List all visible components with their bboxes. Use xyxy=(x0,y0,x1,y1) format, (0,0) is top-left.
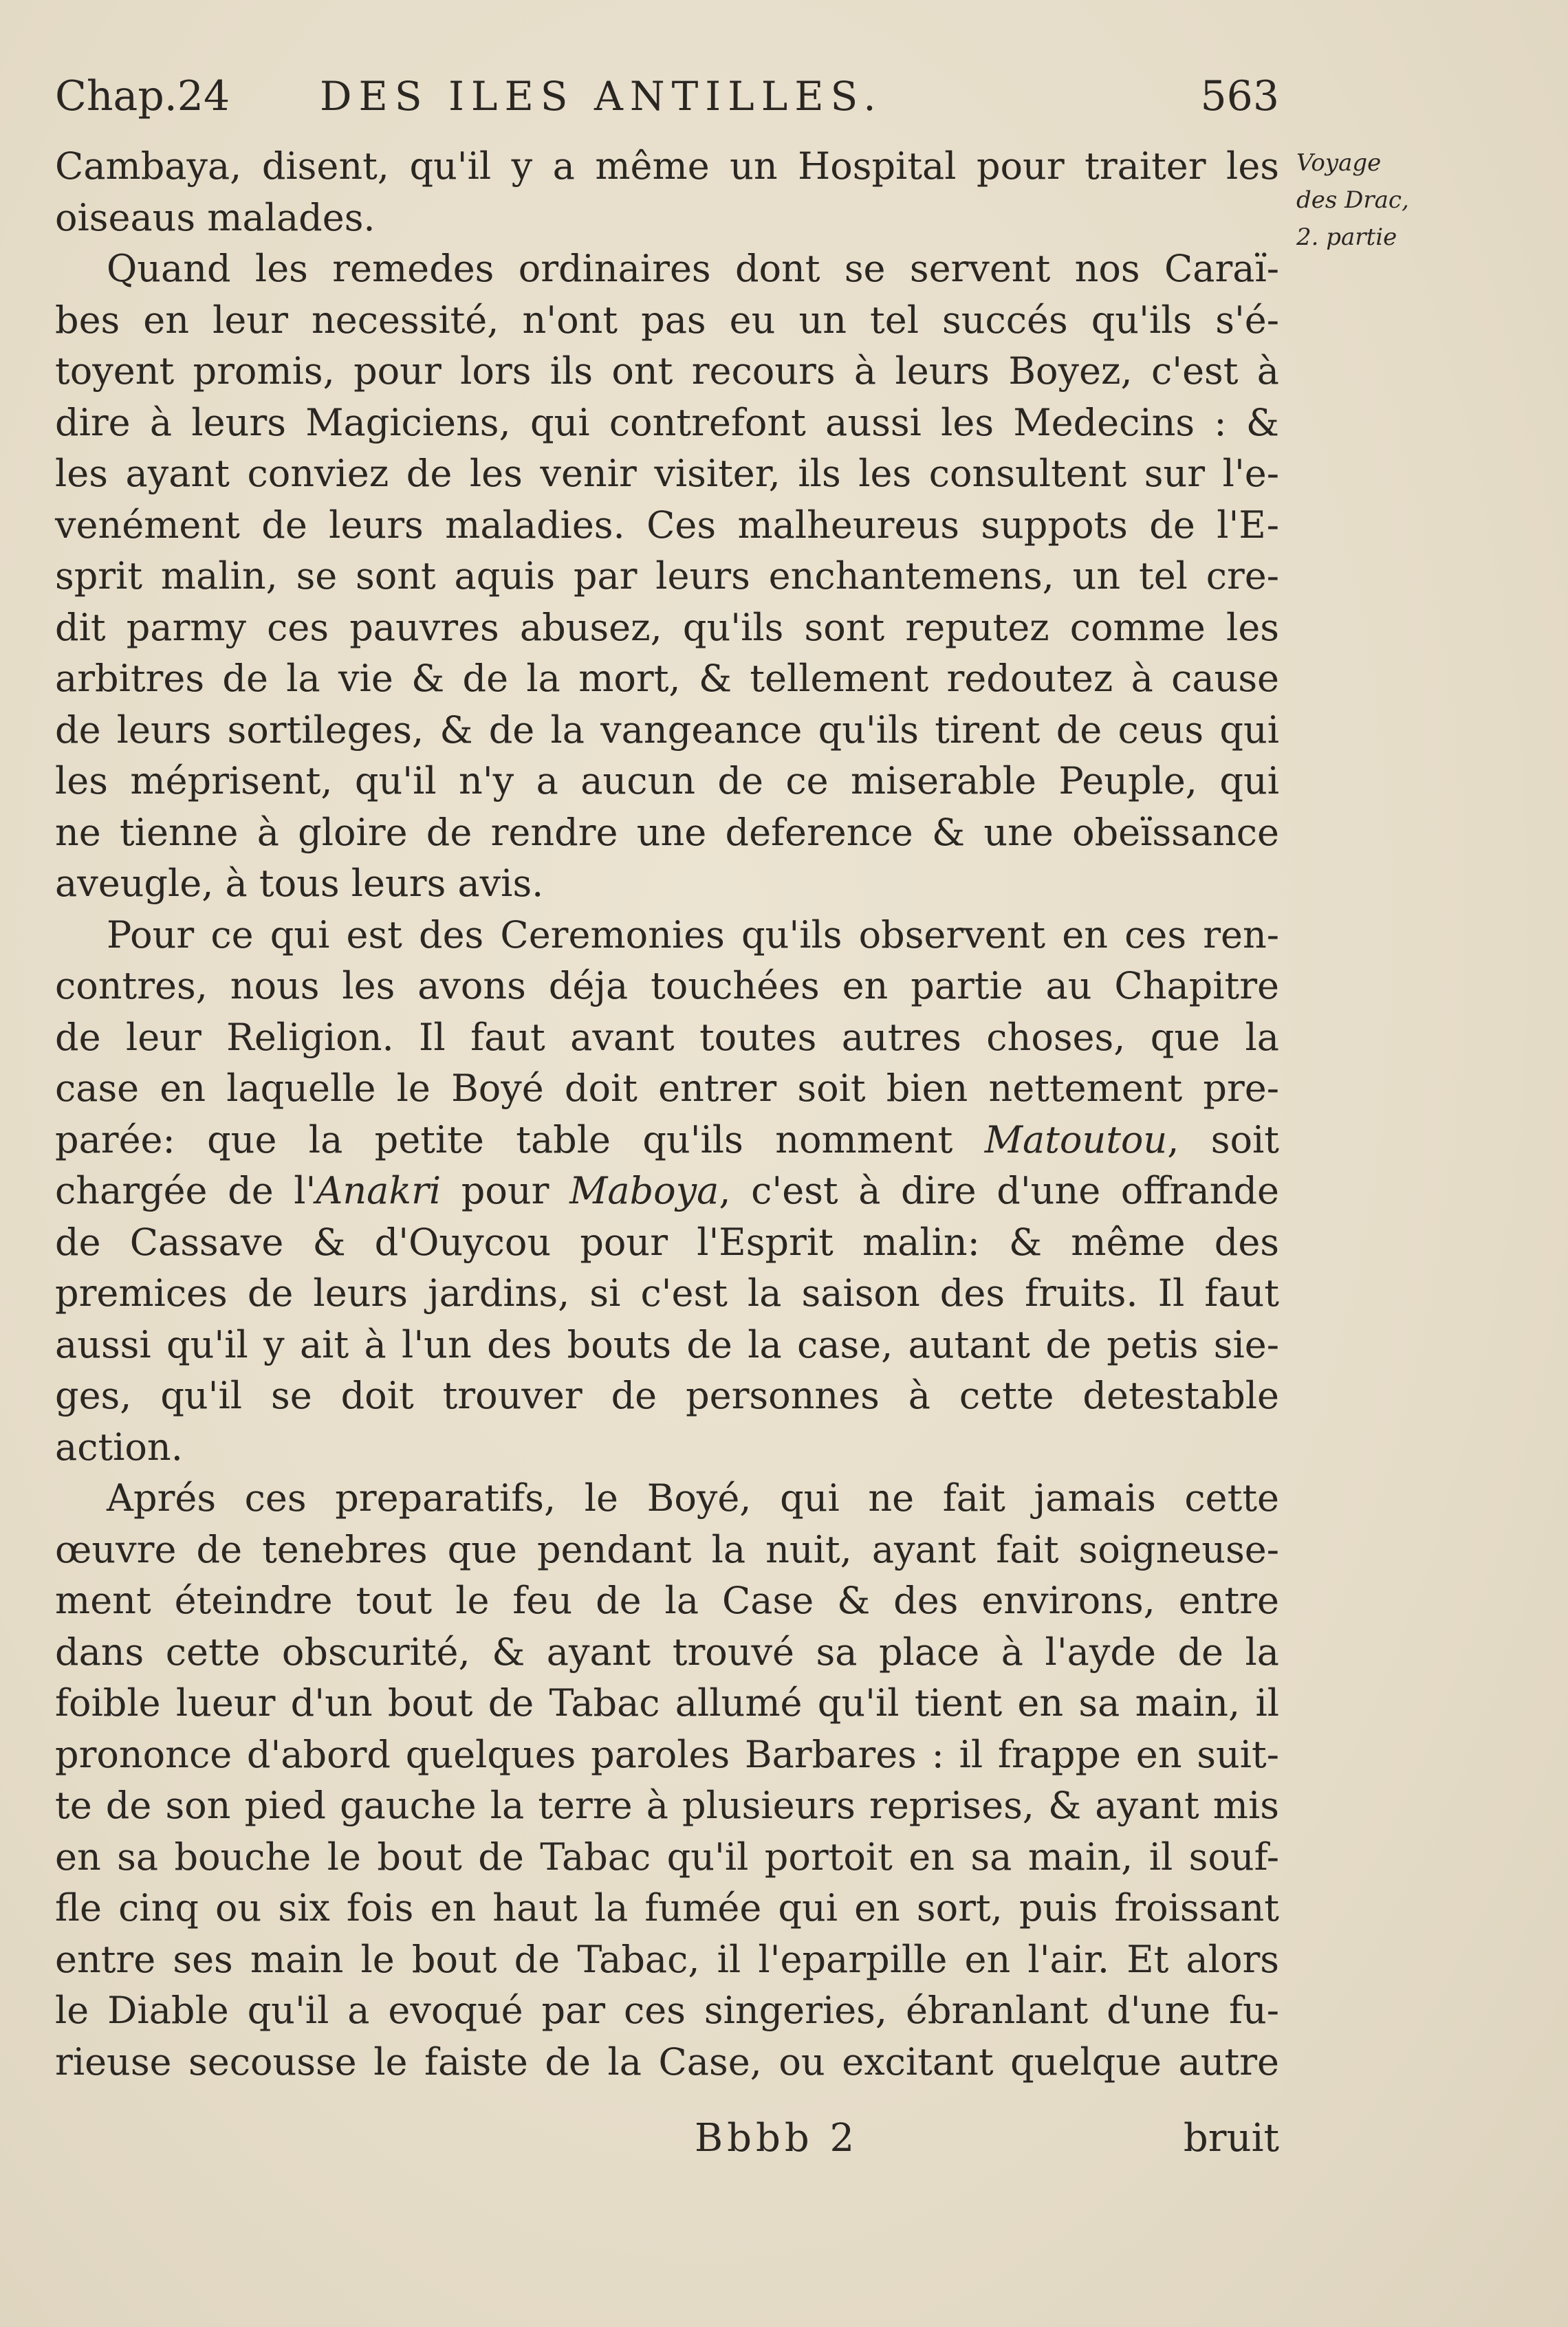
italic-term: Anakri xyxy=(316,1169,442,1212)
text-line: foible lueur d'un bout de Tabac allumé qu'il tient en sa main, il xyxy=(55,1681,1279,1725)
text-line: rieuse secousse le faiste de la Case, ou excitant quelque autre xyxy=(55,2040,1279,2084)
page-number: 563 xyxy=(1200,72,1279,120)
text-line: toyent promis, pour lors ils ont recours à leurs Boyez, c'est à xyxy=(55,349,1279,393)
text-line: Quand les remedes ordinaires dont se servent nos Caraï- xyxy=(107,247,1279,290)
text-line: case en laquelle le Boyé doit entrer soit bien nettement pre- xyxy=(55,1067,1279,1110)
text-line: les ayant conviez de les venir visiter, ils les consultent sur l'e- xyxy=(55,452,1279,495)
text-line: dans cette obscurité, & ayant trouvé sa place à l'ayde de la xyxy=(55,1630,1279,1674)
running-head xyxy=(55,69,1279,124)
text-line: les méprisent, qu'il n'y a aucun de ce miserable Peuple, qui xyxy=(55,759,1279,802)
text-line: oiseaus malades. xyxy=(55,195,375,239)
text-line: Aprés ces preparatifs, le Boyé, qui ne fait jamais cette xyxy=(107,1476,1279,1520)
text-line: sprit malin, se sont aquis par leurs enchantemens, un tel cre- xyxy=(55,554,1279,598)
text-line: Pour ce qui est des Ceremonies qu'ils observent en ces ren- xyxy=(107,913,1279,957)
text-line: ges, qu'il se doit trouver de personnes à cette detestable xyxy=(55,1374,1279,1417)
text-line: en sa bouche le bout de Tabac qu'il portoit en sa main, il souf- xyxy=(55,1835,1279,1879)
text-line: dit parmy ces pauvres abusez, qu'ils sont reputez comme les xyxy=(55,605,1279,649)
margin-note-line: des Drac, xyxy=(1296,186,1409,214)
margin-note xyxy=(1296,144,1434,256)
text-line: chargée de l'Anakri pour Maboya, c'est à dire d'une offrande xyxy=(55,1169,1279,1212)
text-line: dire à leurs Magiciens, qui contrefont aussi les Medecins : & xyxy=(55,400,1279,444)
signature-mark: Bbbb 2 xyxy=(695,2116,859,2161)
text-line: arbitres de la vie & de la mort, & tellement redoutez à cause xyxy=(55,657,1279,700)
text-line: de leur Religion. Il faut avant toutes autres choses, que la xyxy=(55,1015,1279,1059)
text-line: premices de leurs jardins, si c'est la saison des fruits. Il faut xyxy=(55,1271,1279,1315)
text-line: le Diable qu'il a evoqué par ces singeries, ébranlant d'une fu- xyxy=(55,1989,1279,2032)
text-line: Cambaya, disent, qu'il y a même un Hospital pour traiter les xyxy=(55,144,1279,188)
running-title: DES ILES ANTILLES. xyxy=(320,73,883,120)
text-line: prononce d'abord quelques paroles Barbares : il frappe en suit- xyxy=(55,1732,1279,1776)
text-line: action. xyxy=(55,1425,183,1469)
text-line: aveugle, à tous leurs avis. xyxy=(55,862,544,905)
catchword: bruit xyxy=(1183,2116,1279,2161)
italic-term: Matoutou xyxy=(984,1117,1168,1161)
margin-note-line: 2. partie xyxy=(1296,223,1397,251)
text-line: parée: que la petite table qu'ils nomment Matoutou, soit xyxy=(55,1117,1279,1161)
text-line: fle cinq ou six fois en haut la fumée qui en sort, puis froissant xyxy=(55,1886,1279,1930)
text-line: contres, nous les avons déja touchées en partie au Chapitre xyxy=(55,964,1279,1007)
chapter-label: Chap.24 xyxy=(55,72,230,120)
page-footer xyxy=(55,2111,1279,2166)
text-line: venément de leurs maladies. Ces malheureus suppots de l'E- xyxy=(55,503,1279,547)
margin-note-line: Voyage xyxy=(1296,149,1382,177)
text-line: ment éteindre tout le feu de la Case & des environs, entre xyxy=(55,1579,1279,1622)
text-line: bes en leur necessité, n'ont pas eu un tel succés qu'ils s'é- xyxy=(55,298,1279,342)
text-line: entre ses main le bout de Tabac, il l'eparpille en l'air. Et alors xyxy=(55,1937,1279,1981)
text-line: œuvre de tenebres que pendant la nuit, ayant fait soigneuse- xyxy=(55,1527,1279,1571)
text-line: de leurs sortileges, & de la vangeance qu'ils tirent de ceus qui xyxy=(55,708,1279,752)
text-line: te de son pied gauche la terre à plusieurs reprises, & ayant mis xyxy=(55,1784,1279,1827)
text-line: ne tienne à gloire de rendre une deference & une obeïssance xyxy=(55,810,1279,854)
text-line: aussi qu'il y ait à l'un des bouts de la case, autant de petis sie- xyxy=(55,1322,1279,1366)
italic-term: Maboya xyxy=(569,1169,719,1212)
text-line: de Cassave & d'Ouycou pour l'Esprit malin: & même des xyxy=(55,1220,1279,1264)
body-text xyxy=(55,141,1279,2088)
